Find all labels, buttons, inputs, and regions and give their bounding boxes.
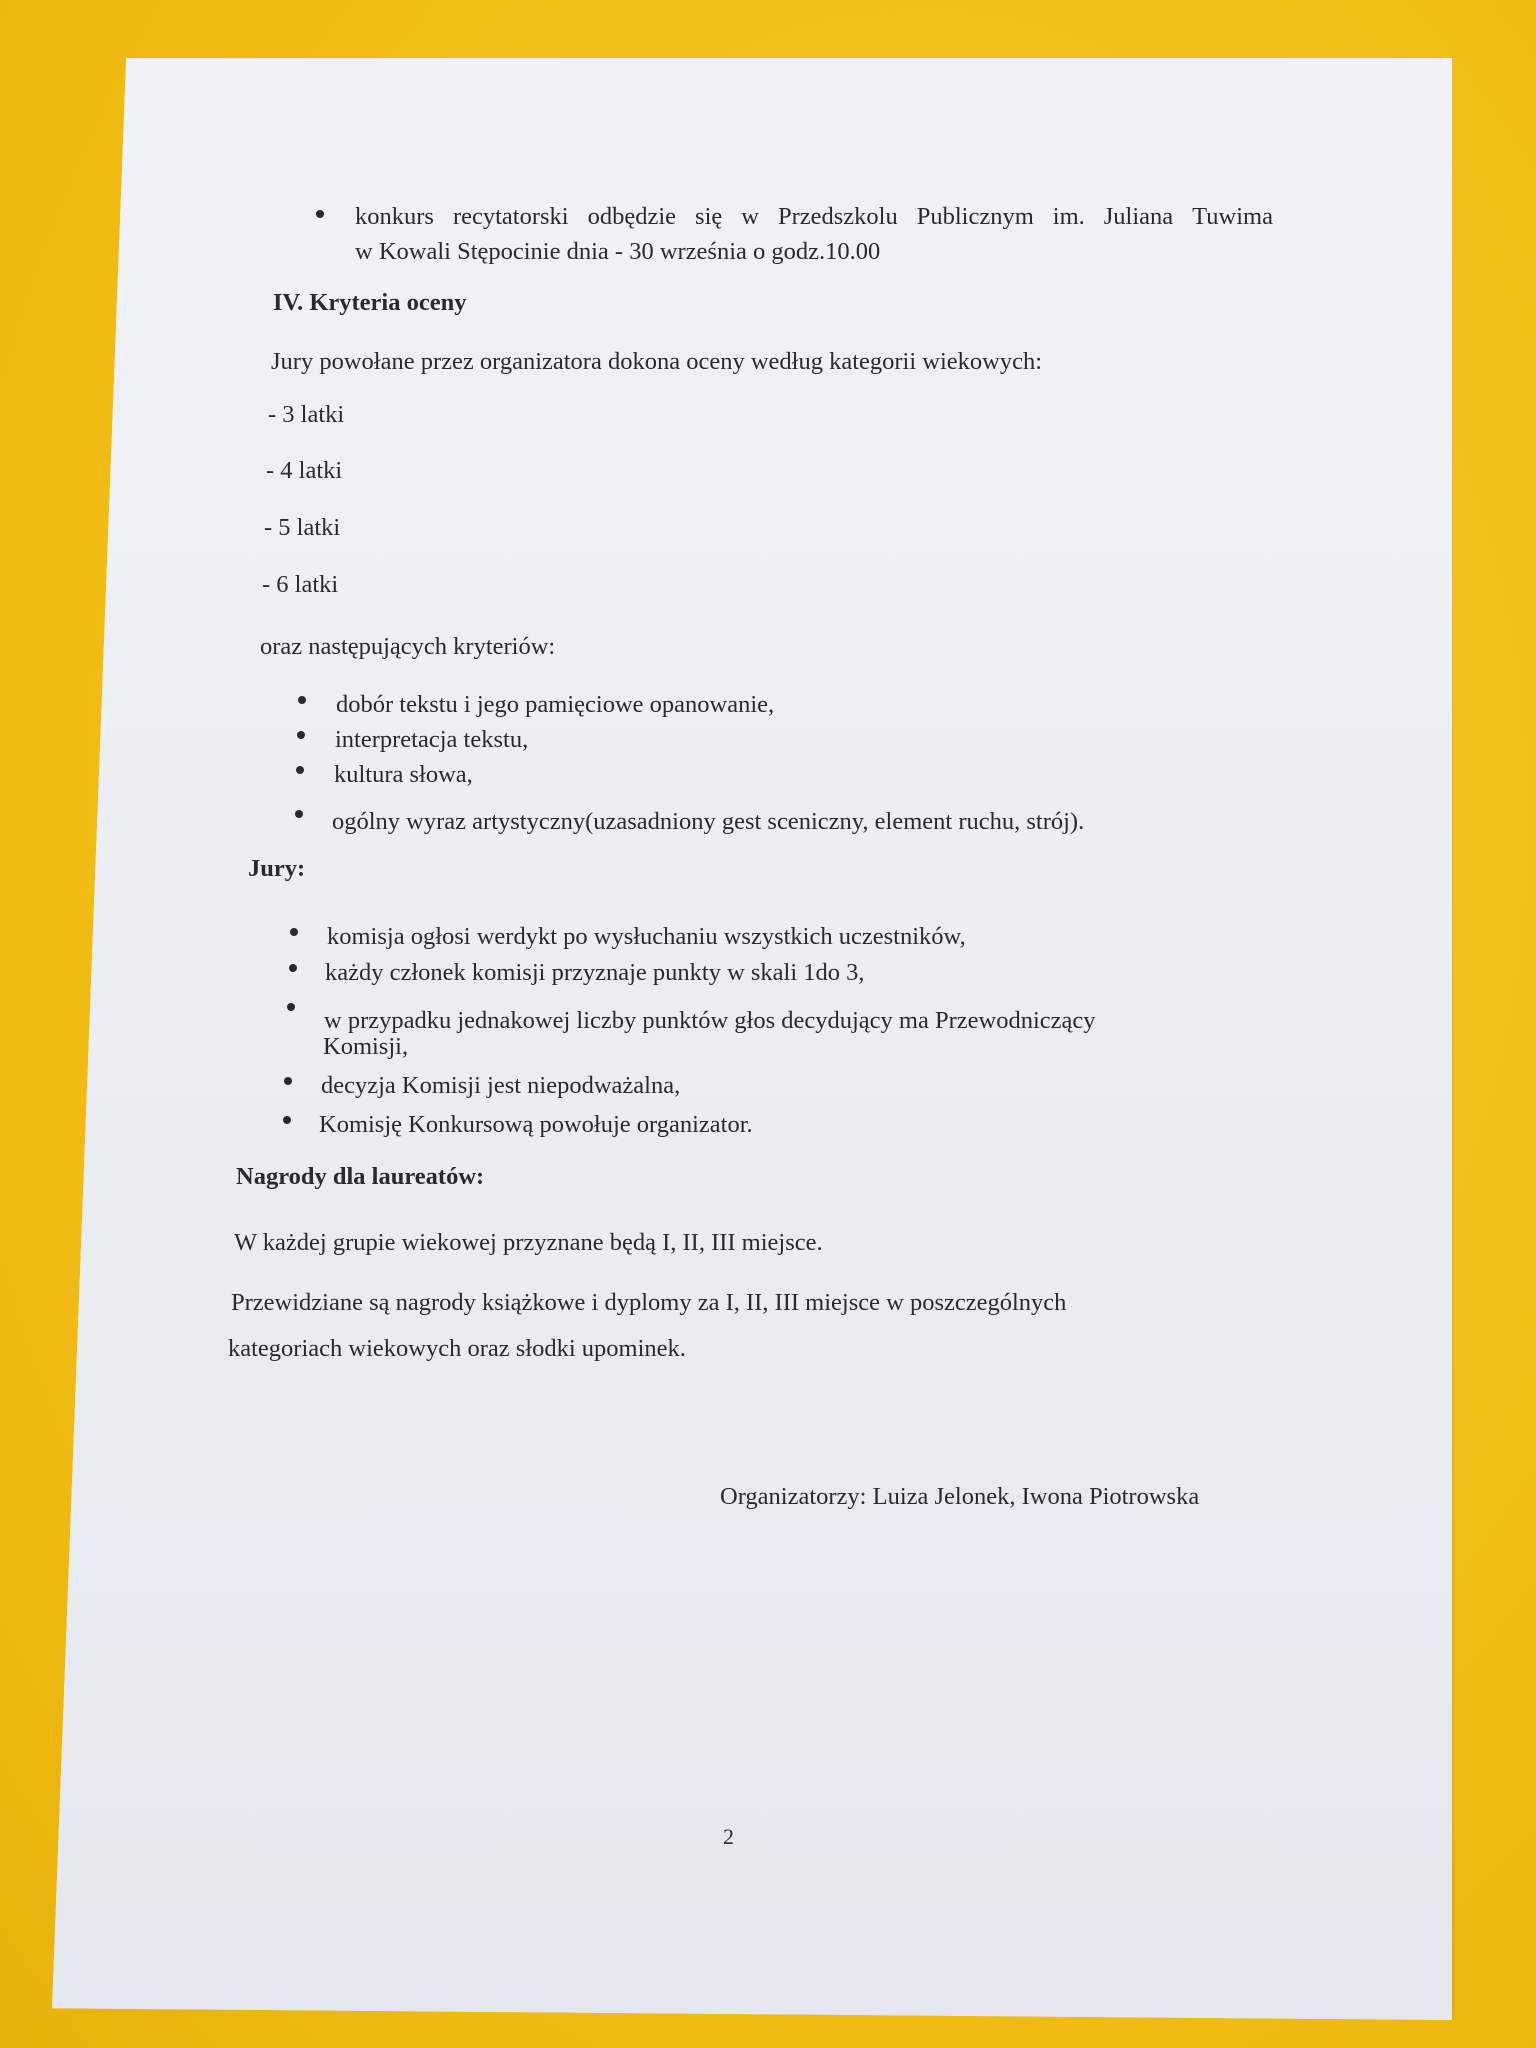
bullet-marker <box>289 964 297 972</box>
bullet-marker <box>290 928 298 936</box>
word: w <box>741 203 759 230</box>
word: im. <box>1052 203 1085 230</box>
bullet-marker <box>296 766 304 774</box>
jury-item: Komisję Konkursową powołuje organizator. <box>319 1111 753 1138</box>
word: odbędzie <box>587 203 677 230</box>
criteria-item: kultura słowa, <box>334 761 473 788</box>
intro-bullet-line1 <box>355 200 1273 233</box>
page-number: 2 <box>723 1824 734 1849</box>
jury-item: decyzja Komisji jest niepodważalna, <box>321 1072 681 1099</box>
word: Juliana <box>1103 203 1174 230</box>
age-category-4: - 4 latki <box>266 457 343 484</box>
jury-item: w przypadku jednakowej liczby punktów głos decydujący ma Przewodniczący <box>324 1007 1096 1034</box>
jury-item-continuation: Komisji, <box>323 1033 409 1060</box>
word: recytatorski <box>452 203 569 230</box>
word: Przedszkolu <box>777 203 898 230</box>
bullet-marker <box>295 810 303 818</box>
jury-heading: Jury: <box>248 855 306 882</box>
criteria-item: dobór tekstu i jego pamięciowe opanowanie, <box>336 691 775 718</box>
word: Tuwima <box>1192 203 1273 230</box>
criteria-intro: oraz następujących kryteriów: <box>260 633 556 660</box>
jury-item: komisja ogłosi werdykt po wysłuchaniu wszystkich uczestników, <box>327 923 966 950</box>
prizes-line: kategoriach wiekowych oraz słodki upominek. <box>228 1335 686 1362</box>
section-iv-heading: IV. Kryteria oceny <box>273 289 467 316</box>
criteria-item: ogólny wyraz artystyczny(uzasadniony gest sceniczny, element ruchu, strój). <box>332 808 1085 835</box>
prizes-line: W każdej grupie wiekowej przyznane będą I, II, III miejsce. <box>234 1229 823 1256</box>
bullet-marker <box>284 1077 292 1085</box>
criteria-item: interpretacja tekstu, <box>335 726 529 753</box>
word: Publicznym <box>916 203 1034 230</box>
prizes-line: Przewidziane są nagrody książkowe i dyplomy za I, II, III miejsce w poszczególnych <box>231 1289 1067 1316</box>
word: się <box>695 203 723 230</box>
bullet-marker <box>283 1116 291 1124</box>
age-category-6: - 6 latki <box>262 571 339 598</box>
word: konkurs <box>355 203 434 230</box>
prizes-heading: Nagrody dla laureatów: <box>236 1163 485 1190</box>
bullet-marker <box>297 731 305 739</box>
bullet-marker <box>298 696 306 704</box>
jury-item: każdy członek komisji przyznaje punkty w skali 1do 3, <box>325 959 865 986</box>
section-iv-intro: Jury powołane przez organizatora dokona oceny według kategorii wiekowych: <box>271 348 1043 375</box>
bullet-marker <box>316 210 324 218</box>
age-category-5: - 5 latki <box>264 514 341 541</box>
bullet-marker <box>287 1003 295 1011</box>
organizers-signature: Organizatorzy: Luiza Jelonek, Iwona Piotrowska <box>720 1483 1200 1510</box>
intro-bullet-line2: w Kowali Stępocinie dnia - 30 września o godz.10.00 <box>355 238 881 265</box>
age-category-3: - 3 latki <box>268 401 345 428</box>
